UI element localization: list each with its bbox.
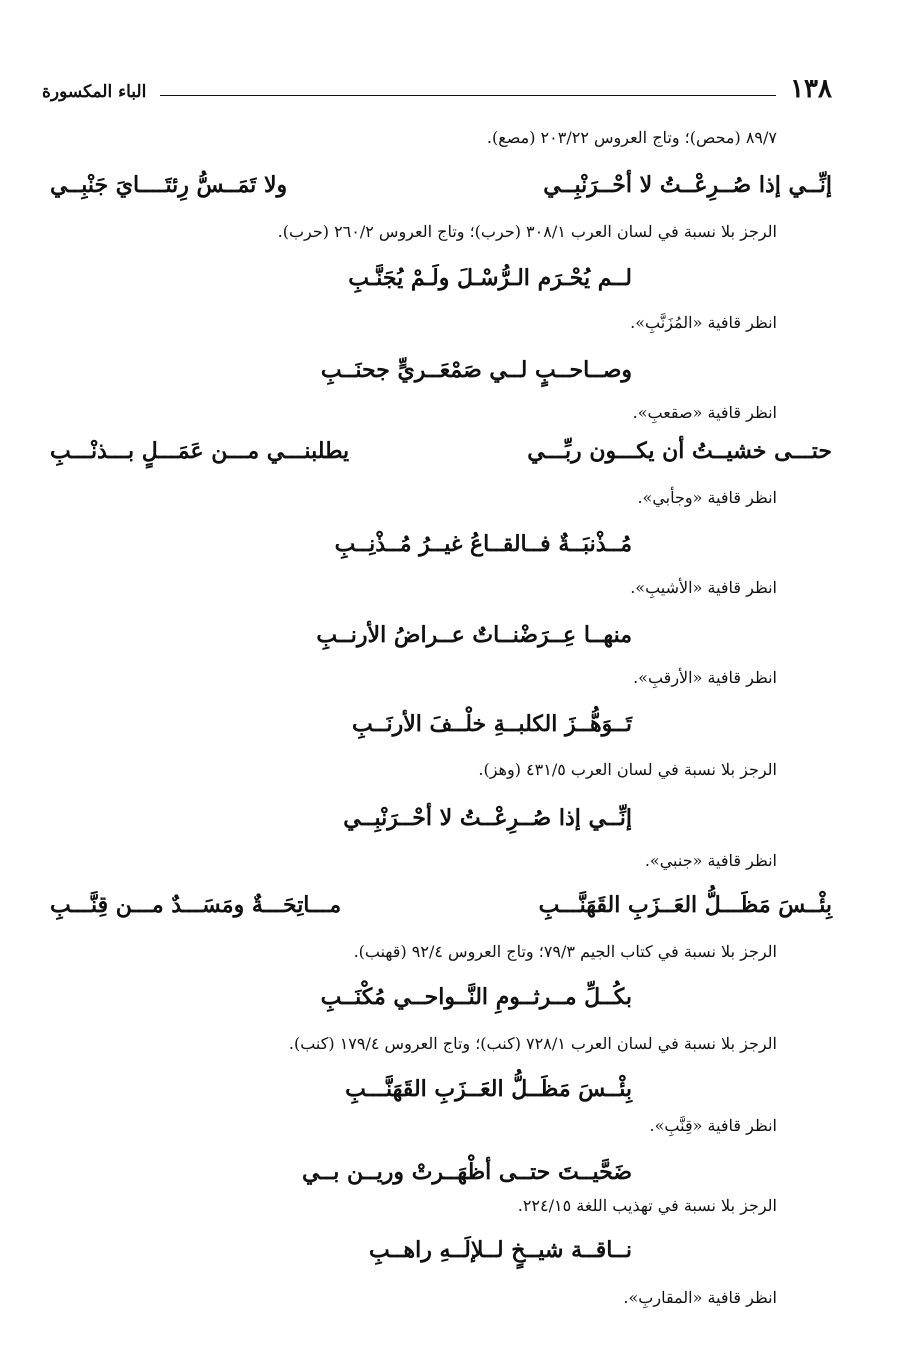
note-line: انظر قافية «الأرقبِ».	[633, 668, 777, 687]
verse-second-hemistich: يطلبنـــي مـــن عَمَـــلٍ بـــذنْـــبِ	[50, 438, 350, 464]
verse-line	[50, 438, 832, 464]
note-line: انظر قافية «الأشيبِ».	[630, 578, 777, 597]
verse-line	[50, 172, 832, 198]
verse-line: بِئْــسَ مَظَــلُّ العَــزَبِ القَهَنَّـــبِ	[345, 1076, 632, 1102]
note-line: انظر قافية «قِنَّبِ».	[649, 1116, 777, 1135]
verse-first-hemistich: إنِّــي إذا صُــرِعْــتُ لا أحْــرَنْبِــي	[543, 172, 832, 198]
note-line: انظر قافية «المقاربِ».	[623, 1288, 777, 1307]
note-line: الرجز بلا نسبة في لسان العرب ٣٠٨/١ (حرب)؛ وتاج العروس ٢٦٠/٢ (حرب).	[277, 222, 777, 241]
verse-line: نــاقــة شيــخٍ لــلإلَــهِ راهــبِ	[368, 1237, 632, 1263]
verse-line: إنِّــي إذا صُــرِعْــتُ لا أحْــرَنْبِــي	[343, 805, 632, 831]
header-rule	[160, 95, 776, 96]
verse-line: وصــاحــبٍ لــي صَمْعَــريٍّ جحنَــبِ	[320, 357, 632, 383]
verse-first-hemistich: بِئْــسَ مَظَـــلُّ العَــزَبِ القَهَنَّـــبِ	[538, 892, 832, 918]
verse-line: مُــذْنبَــةٌ فــالقــاعُ غيــرُ مُــذْنِــبِ	[334, 531, 632, 557]
note-line: الرجز بلا نسبة في لسان العرب ٧٢٨/١ (كنب)؛ وتاج العروس ١٧٩/٤ (كنب).	[288, 1034, 777, 1053]
note-line: انظر قافية «صقعبِ».	[632, 403, 777, 422]
note-line: الرجز بلا نسبة في تهذيب اللغة ٢٢٤/١٥.	[517, 1196, 777, 1215]
verse-line: منهــا عِــرَضْنــاتٌ عــراضُ الأرنــبِ	[316, 622, 632, 648]
verse-line: بكُــلِّ مــرثــومِ النَّــواحــي مُكْنَــبِ	[320, 984, 632, 1010]
verse-line	[50, 892, 832, 918]
verse-second-hemistich: مـــاتِحَـــةٌ ومَسَـــدٌ مـــن قِنَّـــبِ	[50, 892, 342, 918]
note-line: الرجز بلا نسبة في كتاب الجيم ٧٩/٣؛ وتاج العروس ٩٢/٤ (قهنب).	[353, 942, 777, 961]
verse-line: لــم يُحْـرَم الـرُّسْـلَ ولَـمْ يُجَنَّـبِ	[348, 265, 632, 291]
note-line: انظر قافية «جنبي».	[644, 851, 777, 870]
note-line: انظر قافية «المُزَنَّبِ».	[630, 313, 777, 332]
page-number: ١٣٨	[790, 74, 832, 104]
note-line: الرجز بلا نسبة في لسان العرب ٤٣١/٥ (وهز).	[478, 760, 777, 779]
note-line: انظر قافية «وجأبي».	[637, 488, 777, 507]
verse-line: ضَحَّيــتَ حتــى أظْهَــرتْ وريــن بــي	[302, 1159, 632, 1185]
note-line: ٨٩/٧ (محص)؛ وتاج العروس ٢٠٣/٢٢ (مصع).	[486, 128, 777, 147]
verse-second-hemistich: ولا تَمَــسُّ رِئتَــــايَ جَنْبِــي	[50, 172, 288, 198]
verse-first-hemistich: حتـــى خشيــتُ أن يكـــون ربِّـــي	[527, 438, 832, 464]
page-header	[42, 68, 832, 104]
running-title: الباء المكسورة	[42, 82, 147, 102]
verse-line: تَــوَهُّــزَ الكلبــةِ خلْــفَ الأرنَــبِ	[351, 711, 632, 737]
